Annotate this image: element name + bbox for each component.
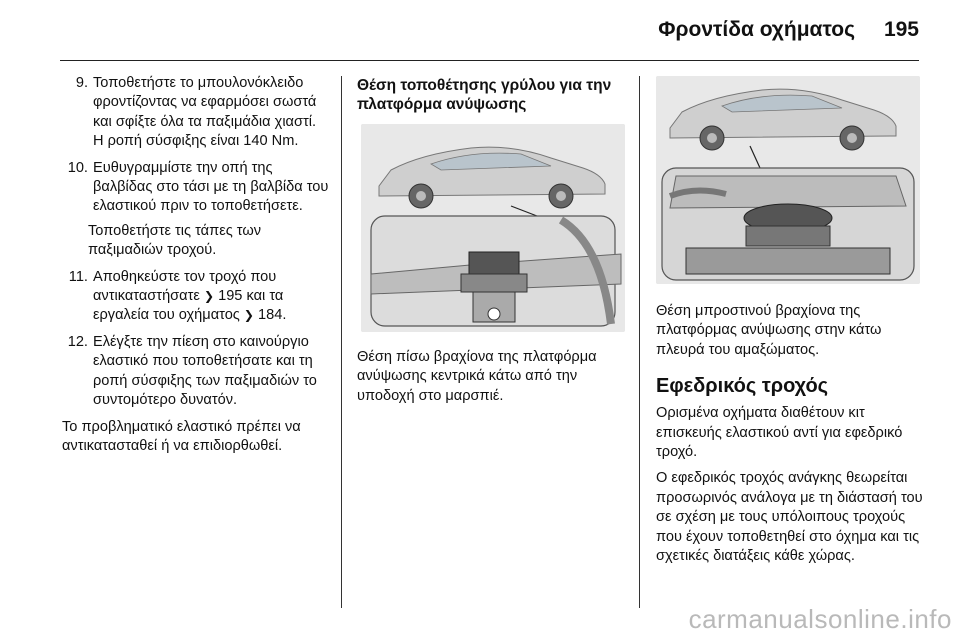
lift-platform-heading: Θέση τοποθέτησης γρύλου για την πλατφόρμα ανύψωσης [357,77,612,113]
watermark: carmanualsonline.info [688,604,952,634]
page-title: Φροντίδα οχήματος [658,18,855,41]
reference-arrow-icon: ❯ [243,308,254,323]
spare-wheel-paragraph-2: Ο εφεδρικός τροχός ανάγκης θεωρείται προσωρινός ανάλογα με τη διάστασή του σε σχέση με τους υπόλοιπους τροχούς που έχουν τοποθετηθεί στο όχημα και τις σχετικές διατάξεις κάθε χώρας. [656,470,923,565]
column-2 [357,74,627,406]
spare-wheel-paragraph-1: Ορισμένα οχήματα διαθέτουν κιτ επισκευής ελαστικού αντί για εφεδρικό τροχό. [656,405,903,461]
column-divider-1 [341,76,342,608]
rear-lift-caption: Θέση πίσω βραχίονα της πλατφόρμα ανύψωσης κεντρικά κάτω από την υποδοχή στο μαρσπιέ. [357,349,597,404]
front-lift-caption: Θέση μπροστινού βραχίονα της πλατφόρμας ανύψωσης στην κάτω πλευρά του αμαξώματος. [656,303,882,358]
front-lift-position-illustration [656,76,920,284]
step-9: 9. Τοποθετήστε το μπουλονόκλειδο φροντίζοντας να εφαρμόσει σωστά και σφίξτε όλα τα παξιμάδια χιαστί. Η ροπή σύσφιξης είναι 140 Nm. [75,75,317,150]
spare-wheel-heading: Εφεδρικός τροχός [656,375,829,398]
column-1 [62,74,330,463]
step-12: 12. Ελέγξτε την πίεση στο καινούργιο ελαστικό που τοποθετήσατε και τη ροπή σύσφιξης των παξιμαδιών το συντομότερο δυνατόν. [67,333,317,409]
column-divider-2 [639,76,640,608]
rear-lift-position-illustration [361,124,625,332]
column-3 [656,74,926,573]
page-number: 195 [883,18,919,41]
closing-paragraph: Το προβληματικό ελαστικό πρέπει να αντικατασταθεί ή να επιδιορθωθεί. [62,418,301,454]
header-rule [60,60,919,61]
step-10: 10. Ευθυγραμμίστε την οπή της βαλβίδας στο τάσι με τη βαλβίδα του ελαστικού πριν το τοποθετήσετε. [67,159,329,215]
step-11: 11. Αποθηκεύστε τον τροχό που αντικαταστήσατε ❯ 195 και τα εργαλεία του οχήματος ❯ 184. [68,268,287,324]
step-10-sub: Τοποθετήστε τις τάπες των παξιμαδιών τροχού. [88,222,262,259]
page-header [0,0,960,62]
reference-arrow-icon: ❯ [203,289,215,304]
